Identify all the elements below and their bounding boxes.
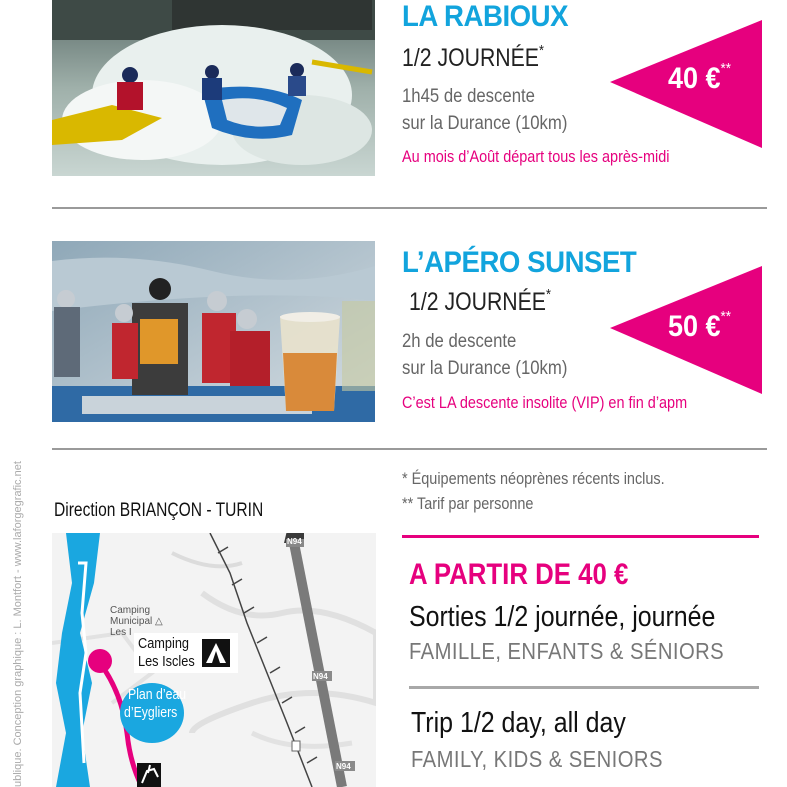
footnote-1: * Équipements néoprènes récents inclus. xyxy=(402,469,665,488)
map-direction: Direction BRIANÇON - TURIN xyxy=(54,500,264,521)
promo-en-subtitle: FAMILY, KIDS & SENIORS xyxy=(411,746,663,772)
map-road-label-2: N94 xyxy=(313,672,328,681)
tent-icon xyxy=(202,639,230,667)
promo-fr-subtitle: FAMILLE, ENFANTS & SÉNIORS xyxy=(409,638,725,664)
map-small-camping-2 xyxy=(110,616,163,627)
map-camping-box xyxy=(134,633,238,673)
map-small-camping-1: Camping xyxy=(110,605,151,616)
offer-1-desc-line-1: 1h45 de descente xyxy=(402,86,535,107)
offer-1-price xyxy=(668,62,731,96)
offer-2-note: C’est LA descente insolite (VIP) en fin d’apm xyxy=(402,393,688,412)
promo-headline: A PARTIR DE 40 € xyxy=(409,558,629,591)
offer-2-duration xyxy=(409,288,551,317)
map-camping-label-2: Les Iscles xyxy=(138,653,195,670)
side-credit: ublique. Conception graphique : L. Montfort - www.laforgegrafic.net xyxy=(12,461,24,787)
offer-2-desc-line-2: sur la Durance (10km) xyxy=(402,358,568,379)
map-camping-label-1: Camping xyxy=(138,635,190,652)
map-lake-label-2: d’Eygliers xyxy=(124,704,178,721)
offer-1-desc xyxy=(402,83,567,137)
offer-1-price-mark: ** xyxy=(720,60,732,77)
offer-2-price xyxy=(668,310,731,344)
divider-2 xyxy=(52,448,767,450)
map-lake-label-1: Plan d’eau xyxy=(128,686,187,703)
sunset-raft-image xyxy=(52,241,375,422)
offer-1-duration-text: 1/2 JOURNÉE xyxy=(402,44,539,72)
map-road-label-1: N94 xyxy=(287,537,302,546)
promo-top-rule xyxy=(402,535,759,538)
offer-1-duration xyxy=(402,44,544,73)
offer-2-title: L’APÉRO SUNSET xyxy=(402,246,637,279)
divider-1 xyxy=(52,207,767,209)
rafting-photo-1 xyxy=(52,0,375,176)
offer-1-duration-mark: * xyxy=(538,42,544,59)
offer-2-desc xyxy=(402,328,567,382)
offer-2-duration-text: 1/2 JOURNÉE xyxy=(409,288,546,316)
offer-1-price-value: 40 € xyxy=(668,62,721,95)
offer-1-note: Au mois d’Août départ tous les après-midi xyxy=(402,147,670,166)
map-small-camping-3: Les I xyxy=(110,627,132,638)
map xyxy=(52,533,376,787)
rafting-photo-2 xyxy=(52,241,375,422)
offer-1-title: LA RABIOUX xyxy=(402,0,569,33)
offer-2-duration-mark: * xyxy=(545,286,551,303)
offer-2-price-mark: ** xyxy=(720,308,732,325)
offer-2-desc-line-1: 2h de descente xyxy=(402,331,517,352)
footnote-2: ** Tarif par personne xyxy=(402,494,534,513)
offer-1-desc-line-2: sur la Durance (10km) xyxy=(402,113,568,134)
map-small-camping-2-text: Municipal xyxy=(110,616,153,627)
map-road-label-3: N94 xyxy=(336,762,351,771)
promo-en-title: Trip 1/2 day, all day xyxy=(411,707,626,739)
promo-fr-title: Sorties 1/2 journée, journée xyxy=(409,601,716,633)
offer-2-price-value: 50 € xyxy=(668,310,721,343)
camping-triangle-icon: △ xyxy=(155,616,163,627)
rafting-splash-image xyxy=(52,0,375,176)
promo-middle-rule xyxy=(409,686,759,689)
